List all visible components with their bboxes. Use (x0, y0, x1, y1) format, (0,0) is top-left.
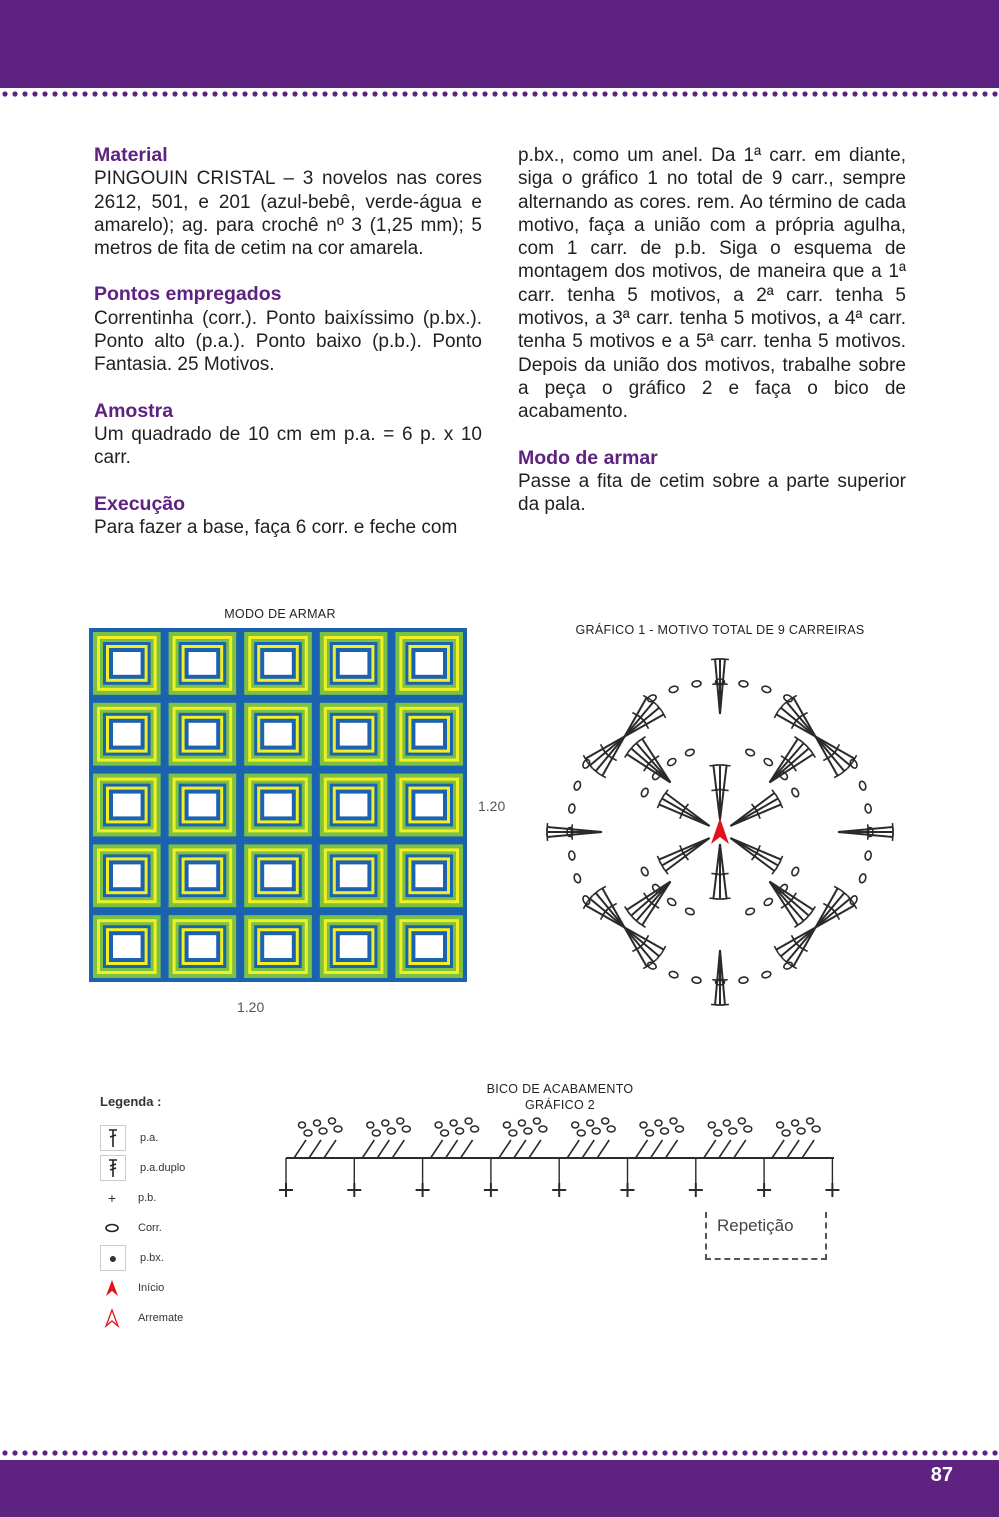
motif-square (391, 911, 467, 982)
motif-caption: GRÁFICO 1 - MOTIVO TOTAL DE 9 CARREIRAS (575, 623, 865, 637)
single-crochet-icon (689, 1158, 703, 1197)
picot-fan (772, 1118, 820, 1158)
section-body: p.bx., como um anel. Da 1ª carr. em diante, siga o gráfico 1 no total de 9 carr., sempre alternando as cores. rem. Ao término de cada motivo, faça a união com a própria agulha, com 1 carr. de p.b. Siga o esquema de montagem dos motivos, de maneira que a 1ª carr. tenha 5 motivos, a 2ª carr. tenha 5 motivos, a 3ª carr. tenha 5 motivos, a 4ª carr. tenha 5 motivos e a 5ª carr. tenha 5 motivos. Depois da união dos motivos, trabalhe sobre a peça o gráfico 2 e faça o bico de acabamento. (518, 145, 906, 423)
section-heading: Execução (94, 492, 186, 515)
motif-square (391, 628, 467, 699)
section-heading: Amostra (94, 399, 174, 422)
picot-fan (567, 1118, 615, 1158)
motif-square (89, 911, 165, 982)
motif-square (391, 699, 467, 770)
stitch-fan (730, 838, 782, 874)
single-crochet-icon (484, 1158, 498, 1197)
motif-square (240, 770, 316, 841)
height-dimension: 1.20 (478, 798, 506, 814)
motif-square (165, 911, 241, 982)
picot-fan (636, 1118, 684, 1158)
stitch-fan (625, 881, 671, 927)
section-pontos (94, 283, 482, 376)
section-heading: Material (94, 144, 168, 166)
legend-item (100, 1303, 260, 1333)
start-arrow-icon (711, 818, 729, 844)
left-column (94, 144, 482, 539)
stitch-fan (711, 659, 729, 714)
footer-band (0, 1460, 999, 1517)
stitch-fan (583, 737, 624, 778)
motif-square (89, 840, 165, 911)
motif-square (316, 840, 392, 911)
stitch-fan (657, 790, 709, 826)
section-heading: Pontos empregados (94, 283, 282, 306)
double-treble-stitch-icon (100, 1155, 126, 1181)
legend-label: Início (138, 1282, 165, 1294)
stitch-fan (711, 950, 729, 1005)
section-modo-de-armar (518, 447, 906, 517)
legend-item (100, 1183, 260, 1213)
single-crochet-icon (757, 1158, 771, 1197)
legend (100, 1094, 260, 1333)
stitch-fan (730, 790, 782, 826)
motif-square (316, 770, 392, 841)
repeat-label: Repetição (717, 1216, 794, 1235)
motif-square (240, 840, 316, 911)
legend-item (100, 1273, 260, 1303)
edging-caption-title: BICO DE ACABAMENTO (486, 1082, 634, 1096)
motif-square (89, 699, 165, 770)
single-crochet-icon (416, 1158, 430, 1197)
motif-chart (540, 652, 900, 1014)
repeat-box (705, 1212, 827, 1260)
single-crochet-icon (825, 1158, 839, 1197)
legend-item (100, 1153, 260, 1183)
legend-label: Corr. (138, 1222, 162, 1234)
section-body: Passe a fita de cetim sobre a parte superior da pala. (518, 470, 906, 516)
footer-dotted-border (0, 1449, 999, 1457)
stitch-fan (625, 695, 666, 736)
assembly-caption: MODO DE ARMAR (224, 607, 336, 621)
stitch-fan (774, 695, 815, 736)
motif-square (391, 770, 467, 841)
motif-square (89, 770, 165, 841)
legend-label: p.a. (140, 1132, 159, 1144)
section-body: Um quadrado de 10 cm em p.a. = 6 p. x 10 carr. (94, 423, 482, 469)
legend-label: Arremate (138, 1312, 184, 1324)
stitch-fan (625, 737, 671, 783)
slip-stitch-icon: ● (100, 1245, 126, 1271)
edging-chart (272, 1120, 842, 1200)
chain-stitch-icon (100, 1216, 124, 1240)
stitch-fan (815, 737, 856, 778)
stitch-fan (657, 838, 709, 874)
fasten-off-arrow-icon (100, 1306, 124, 1330)
section-execucao (94, 493, 482, 540)
motif-square (391, 840, 467, 911)
picot-fan (294, 1118, 342, 1158)
assembly-grid (89, 628, 467, 982)
stitch-fan (815, 886, 856, 927)
legend-title: Legenda : (100, 1094, 162, 1109)
legend-item (100, 1213, 260, 1243)
single-crochet-icon (347, 1158, 361, 1197)
picot-fan (431, 1118, 479, 1158)
motif-square (165, 840, 241, 911)
header-dotted-border (0, 90, 999, 98)
picot-fan (499, 1118, 547, 1158)
section-heading: Modo de armar (518, 446, 658, 469)
motif-square (165, 770, 241, 841)
legend-item (100, 1123, 260, 1153)
legend-label: p.a.duplo (140, 1162, 186, 1174)
picot-fan (704, 1118, 752, 1158)
motif-square (316, 628, 392, 699)
picot-fan (362, 1118, 410, 1158)
motif-square (240, 628, 316, 699)
section-material (94, 144, 482, 260)
motif-square (240, 699, 316, 770)
stitch-fan (774, 927, 815, 968)
stitch-fan (583, 886, 624, 927)
single-crochet-icon (279, 1158, 293, 1197)
stitch-fan (769, 881, 815, 927)
treble-stitch-icon (100, 1125, 126, 1151)
right-column (518, 144, 906, 516)
motif-square (89, 628, 165, 699)
stitch-fan (838, 823, 893, 841)
legend-item (100, 1243, 260, 1273)
section-body: Correntinha (corr.). Ponto baixíssimo (p.bx.). Ponto alto (p.a.). Ponto baixo (p.b.). Ponto Fantasia. 25 Motivos. (94, 307, 482, 376)
header-band (0, 0, 999, 88)
page-number: 87 (930, 1464, 953, 1486)
section-body: PINGOUIN CRISTAL – 3 novelos nas cores 2612, 501, e 201 (azul-bebê, verde-água e amarelo); ag. para crochê nº 3 (1,25 mm); 5 metros de fita de cetim na cor amarela. (94, 168, 482, 260)
legend-label: p.bx. (140, 1252, 164, 1264)
stitch-fan (709, 765, 730, 820)
section-execucao-continued (518, 144, 906, 424)
motif-square (316, 699, 392, 770)
stitch-fan (625, 927, 666, 968)
motif-square (240, 911, 316, 982)
edging-caption-subtitle: GRÁFICO 2 (524, 1098, 596, 1112)
legend-label: p.b. (138, 1192, 157, 1204)
motif-square (165, 628, 241, 699)
section-amostra (94, 400, 482, 470)
single-crochet-icon (621, 1158, 635, 1197)
single-crochet-icon: + (107, 1190, 117, 1206)
motif-square (316, 911, 392, 982)
section-body: Para fazer a base, faça 6 corr. e feche com (94, 516, 458, 538)
start-arrow-icon (100, 1276, 124, 1300)
width-dimension: 1.20 (237, 999, 265, 1015)
stitch-fan (547, 823, 602, 841)
edging-caption (440, 1081, 680, 1113)
motif-square (165, 699, 241, 770)
stitch-fan (709, 844, 730, 899)
stitch-fan (769, 737, 815, 783)
single-crochet-icon (552, 1158, 566, 1197)
